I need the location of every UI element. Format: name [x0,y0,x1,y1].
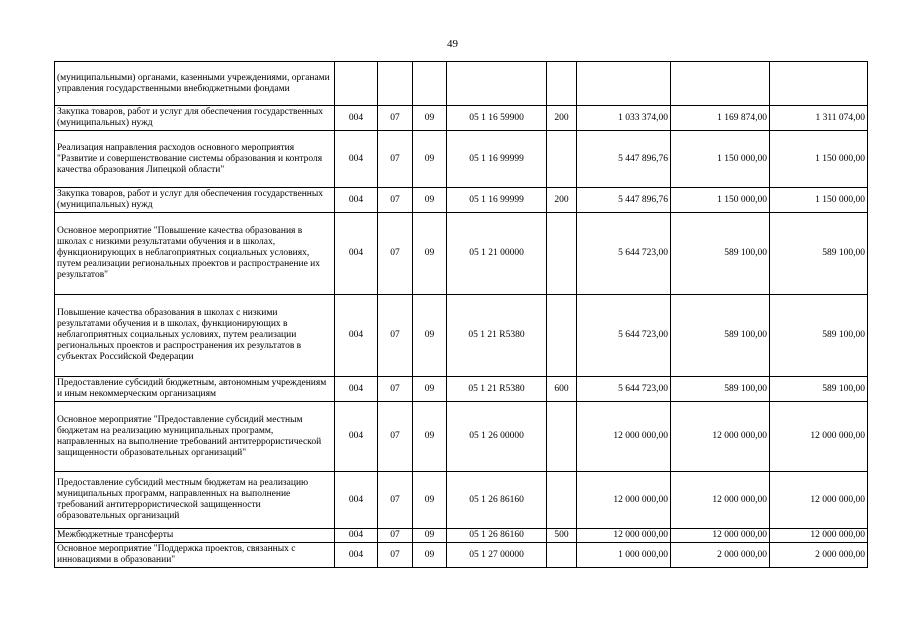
subsection-code: 09 [413,377,447,402]
amount-year-2: 1 150 000,00 [671,131,770,188]
section-code: 07 [378,543,413,568]
row-name: Реализация направления расходов основного мероприятия "Развитие и совершенствование системы образования и контроля качества образования Липецкой области" [55,131,335,188]
row-name: Закупка товаров, работ и услуг для обеспечения государственных (муниципальных) нужд [55,106,335,131]
amount-year-2: 1 150 000,00 [671,188,770,213]
table-row [55,543,868,568]
ministry-code: 004 [335,377,378,402]
budget-table [54,61,868,568]
amount-year-3: 12 000 000,00 [770,472,868,529]
table-row [55,131,868,188]
page-number: 49 [447,38,458,50]
ministry-code: 004 [335,295,378,377]
section-code: 07 [378,295,413,377]
row-name: Межбюджетные трансферты [55,529,335,543]
expense-type: 500 [547,529,577,543]
target-article: 05 1 16 99999 [447,188,547,213]
amount-year-2: 589 100,00 [671,295,770,377]
section-code: 07 [378,106,413,131]
ministry-code [335,62,378,106]
amount-year-3: 12 000 000,00 [770,402,868,472]
row-name: Закупка товаров, работ и услуг для обеспечения государственных (муниципальных) нужд [55,188,335,213]
row-name: Основное мероприятие "Поддержка проектов, связанных с инновациями в образовании" [55,543,335,568]
amount-year-2: 589 100,00 [671,377,770,402]
table-row [55,377,868,402]
target-article: 05 1 26 86160 [447,472,547,529]
amount-year-1: 1 000 000,00 [577,543,671,568]
amount-year-3: 589 100,00 [770,295,868,377]
amount-year-1 [577,62,671,106]
table-row [55,472,868,529]
target-article: 05 1 21 R5380 [447,377,547,402]
amount-year-3 [770,62,868,106]
amount-year-3: 589 100,00 [770,377,868,402]
expense-type: 200 [547,106,577,131]
amount-year-1: 12 000 000,00 [577,402,671,472]
amount-year-2: 12 000 000,00 [671,402,770,472]
amount-year-3: 2 000 000,00 [770,543,868,568]
amount-year-3: 1 311 074,00 [770,106,868,131]
expense-type [547,62,577,106]
amount-year-1: 5 447 896,76 [577,188,671,213]
subsection-code [413,62,447,106]
section-code: 07 [378,131,413,188]
ministry-code: 004 [335,188,378,213]
row-name: Повышение качества образования в школах с низкими результатами обучения и в школах, функционирующих в неблагоприятных социальных условиях, путем реализации региональных проектов и распространения их результатов в субъектах Российской Федерации [55,295,335,377]
row-name: Предоставление субсидий бюджетным, автономным учреждениям и иным некоммерческим организациям [55,377,335,402]
expense-type [547,543,577,568]
subsection-code: 09 [413,402,447,472]
table-row [55,62,868,106]
row-name: Основное мероприятие "Предоставление субсидий местным бюджетам на реализацию муниципальных программ, направленных на выполнение требований антитеррористической защищенности образовательных организаций" [55,402,335,472]
amount-year-3: 12 000 000,00 [770,529,868,543]
target-article: 05 1 27 00000 [447,543,547,568]
amount-year-1: 5 644 723,00 [577,377,671,402]
target-article: 05 1 16 59900 [447,106,547,131]
amount-year-2: 1 169 874,00 [671,106,770,131]
expense-type [547,131,577,188]
amount-year-1: 12 000 000,00 [577,472,671,529]
row-name: Основное мероприятие "Повышение качества образования в школах с низкими результатами обучения и в школах, функционирующих в неблагоприятных социальных условиях, путем реализации региональных проектов и распространение их результатов" [55,213,335,295]
amount-year-3: 1 150 000,00 [770,188,868,213]
row-name: (муниципальными) органами, казенными учреждениями, органами управления государственными внебюджетными фондами [55,62,335,106]
ministry-code: 004 [335,529,378,543]
expense-type [547,295,577,377]
amount-year-2: 2 000 000,00 [671,543,770,568]
amount-year-1: 1 033 374,00 [577,106,671,131]
table-row [55,106,868,131]
expense-type: 200 [547,188,577,213]
amount-year-2: 12 000 000,00 [671,529,770,543]
section-code [378,62,413,106]
target-article: 05 1 16 99999 [447,131,547,188]
subsection-code: 09 [413,106,447,131]
expense-type [547,402,577,472]
table-row [55,295,868,377]
amount-year-2: 589 100,00 [671,213,770,295]
ministry-code: 004 [335,213,378,295]
amount-year-3: 589 100,00 [770,213,868,295]
table-row [55,529,868,543]
subsection-code: 09 [413,131,447,188]
amount-year-2 [671,62,770,106]
expense-type [547,213,577,295]
table-row [55,188,868,213]
ministry-code: 004 [335,543,378,568]
target-article [447,62,547,106]
row-name: Предоставление субсидий местным бюджетам на реализацию муниципальных программ, направленных на выполнение требований антитеррористической защищенности образовательных организаций [55,472,335,529]
subsection-code: 09 [413,295,447,377]
target-article: 05 1 26 00000 [447,402,547,472]
ministry-code: 004 [335,106,378,131]
subsection-code: 09 [413,529,447,543]
expense-type: 600 [547,377,577,402]
section-code: 07 [378,213,413,295]
target-article: 05 1 21 00000 [447,213,547,295]
amount-year-1: 5 447 896,76 [577,131,671,188]
ministry-code: 004 [335,472,378,529]
target-article: 05 1 21 R5380 [447,295,547,377]
table-row [55,213,868,295]
subsection-code: 09 [413,472,447,529]
subsection-code: 09 [413,213,447,295]
table-row [55,402,868,472]
section-code: 07 [378,472,413,529]
amount-year-1: 5 644 723,00 [577,213,671,295]
ministry-code: 004 [335,402,378,472]
amount-year-2: 12 000 000,00 [671,472,770,529]
amount-year-3: 1 150 000,00 [770,131,868,188]
section-code: 07 [378,188,413,213]
target-article: 05 1 26 86160 [447,529,547,543]
amount-year-1: 12 000 000,00 [577,529,671,543]
section-code: 07 [378,377,413,402]
section-code: 07 [378,529,413,543]
amount-year-1: 5 644 723,00 [577,295,671,377]
subsection-code: 09 [413,543,447,568]
ministry-code: 004 [335,131,378,188]
subsection-code: 09 [413,188,447,213]
expense-type [547,472,577,529]
section-code: 07 [378,402,413,472]
